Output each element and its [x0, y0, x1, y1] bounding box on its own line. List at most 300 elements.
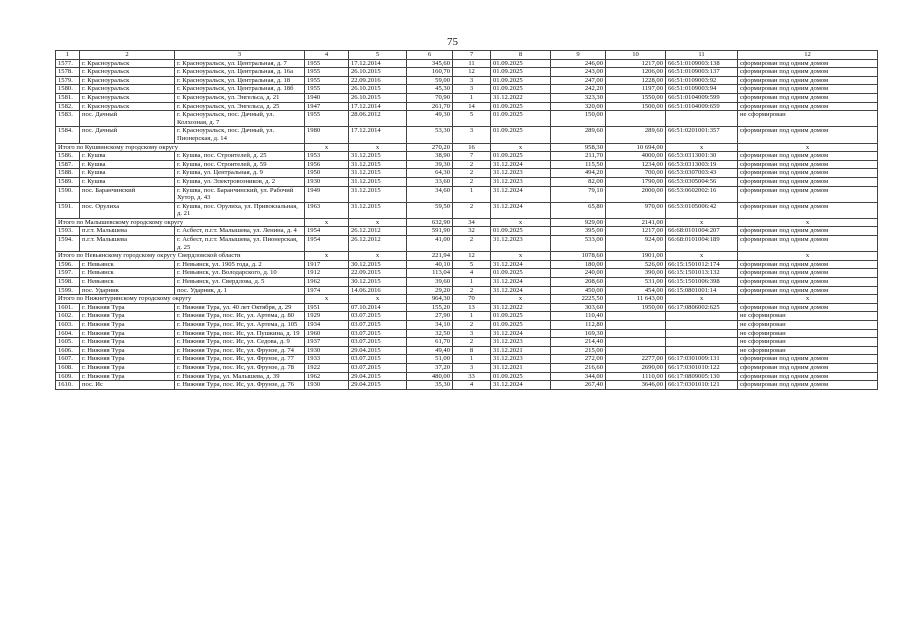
table-cell: пос. Ис [80, 381, 175, 390]
table-cell: 31.12.2024 [491, 329, 551, 338]
table-cell: 66:15:1501006:398 [666, 278, 738, 287]
table-cell: г. Невьянск, ул. Володарского, д. 10 [175, 269, 305, 278]
table-cell: 1929 [305, 312, 349, 321]
table-cell: сформирован под одним домом [738, 355, 878, 364]
table-body [56, 59, 878, 389]
subtotal-cell: x [491, 218, 551, 227]
table-cell: 1 [453, 93, 491, 102]
table-cell: 1228,00 [606, 76, 666, 85]
table-cell: 1951 [305, 303, 349, 312]
table-cell: 27,90 [407, 312, 453, 321]
table-cell: г. Кушва [80, 169, 175, 178]
table-row [56, 372, 878, 381]
table-cell: 1955 [305, 76, 349, 85]
table-cell: 1590. [56, 186, 80, 202]
header-cell: 10 [606, 51, 666, 60]
table-row [56, 269, 878, 278]
table-cell: 700,00 [606, 169, 666, 178]
table-cell: 26.12.2012 [349, 227, 407, 236]
table-row [56, 312, 878, 321]
table-cell: 1930 [305, 346, 349, 355]
table-cell: сформирован под одним домом [738, 85, 878, 94]
table-cell: 2 [453, 160, 491, 169]
subtotal-cell: 221,94 [407, 252, 453, 261]
table-cell: пос. Ударник [80, 286, 175, 295]
table-cell: г. Асбест, п.г.т. Малышева, ул. Пионерская, д. 25 [175, 236, 305, 252]
table-cell: г. Кушва, пос. Баранчинский, ул. Рабочий Хутор, д. 43 [175, 186, 305, 202]
subtotal-cell: x [738, 252, 878, 261]
table-cell: 1947 [305, 102, 349, 111]
table-cell: 1954 [305, 227, 349, 236]
table-cell: 1579. [56, 76, 80, 85]
table-cell: г. Красноуральск, ул. Центральная, д. 7 [175, 59, 305, 68]
table-cell: 30.12.2015 [349, 278, 407, 287]
table-cell: 66:51:0109003:94 [666, 85, 738, 94]
table-cell: г. Нижняя Тура [80, 338, 175, 347]
table-cell: 49,40 [407, 346, 453, 355]
table-row [56, 59, 878, 68]
table-cell: 480,00 [407, 372, 453, 381]
table-cell: г. Невьянск [80, 278, 175, 287]
header-cell: 1 [56, 51, 80, 60]
table-cell: г. Невьянск [80, 269, 175, 278]
table-cell: 66:51:0104009:659 [666, 102, 738, 111]
table-cell: пос. Дачный [80, 111, 175, 127]
table-cell: г. Нижняя Тура [80, 355, 175, 364]
table-cell: 31.12.2015 [349, 169, 407, 178]
table-cell: г. Красноуральск, пос. Дачный, ул. Пионерская, д. 14 [175, 127, 305, 143]
subtotal-cell: 16 [453, 143, 491, 152]
table-cell: сформирован под одним домом [738, 93, 878, 102]
table-cell: 1949 [305, 186, 349, 202]
table-cell: 03.07.2015 [349, 363, 407, 372]
table-cell: 17.12.2014 [349, 102, 407, 111]
table-cell: 450,00 [551, 286, 606, 295]
table-cell: 1 [453, 278, 491, 287]
table-cell [666, 111, 738, 127]
table-cell: 1578. [56, 68, 80, 77]
table-cell [666, 346, 738, 355]
table-cell: 1955 [305, 68, 349, 77]
table-cell: 31.12.2021 [491, 346, 551, 355]
subtotal-cell: x [349, 252, 407, 261]
table-cell: 533,00 [551, 236, 606, 252]
subtotal-label: Итого по Нижнетуринскому городскому округу [56, 295, 305, 304]
table-cell: г. Нижняя Тура [80, 363, 175, 372]
subtotal-cell: x [666, 143, 738, 152]
table-cell: 1609. [56, 372, 80, 381]
table-cell: 59,50 [407, 202, 453, 218]
table-cell: сформирован под одним домом [738, 186, 878, 202]
table-row [56, 329, 878, 338]
subtotal-cell: x [738, 295, 878, 304]
subtotal-cell: x [305, 218, 349, 227]
table-cell: 1963 [305, 202, 349, 218]
table-cell: не сформирован [738, 329, 878, 338]
table-cell: 494,20 [551, 169, 606, 178]
table-cell: г. Невьянск [80, 260, 175, 269]
table-cell: 1962 [305, 278, 349, 287]
table-cell: сформирован под одним домом [738, 68, 878, 77]
table-cell: г. Нижняя Тура, пос. Ис, ул. Фрунзе, д. 74 [175, 346, 305, 355]
header-cell: 2 [80, 51, 175, 60]
table-cell: сформирован под одним домом [738, 169, 878, 178]
housing-table [55, 50, 878, 390]
table-cell: 01.09.2025 [491, 102, 551, 111]
table-cell: 32,50 [407, 329, 453, 338]
table-cell: 531,00 [606, 278, 666, 287]
table-cell: г. Кушва, ул. Электровозников, д. 2 [175, 177, 305, 186]
table-row [56, 202, 878, 218]
table-cell: 454,00 [606, 286, 666, 295]
table-cell: 214,40 [551, 338, 606, 347]
table-row [56, 76, 878, 85]
table-cell: 1950,00 [606, 303, 666, 312]
table-cell: 26.12.2012 [349, 236, 407, 252]
table-cell: 2 [453, 236, 491, 252]
table-cell [606, 346, 666, 355]
table-cell: 289,60 [606, 127, 666, 143]
table-cell: 31.12.2022 [491, 93, 551, 102]
table-cell: 267,40 [551, 381, 606, 390]
table-cell: 1960 [305, 329, 349, 338]
subtotal-cell: 632,90 [407, 218, 453, 227]
table-cell: 31.12.2015 [349, 160, 407, 169]
table-cell: 110,40 [551, 312, 606, 321]
table-cell: 31.12.2022 [491, 303, 551, 312]
table-cell: 1912 [305, 269, 349, 278]
table-cell: не сформирован [738, 312, 878, 321]
table-cell: 29.04.2015 [349, 372, 407, 381]
table-cell: г. Нижняя Тура [80, 329, 175, 338]
table-cell: 345,60 [407, 59, 453, 68]
table-cell: 12 [453, 68, 491, 77]
table-cell [666, 321, 738, 330]
table-cell: г. Красноуральск, ул. Энгельса, д. 21 [175, 93, 305, 102]
table-cell: 1597. [56, 269, 80, 278]
table-cell: г. Кушва, пос. Орулиха, ул. Привокзальная, д. 21 [175, 202, 305, 218]
subtotal-cell: 2225,50 [551, 295, 606, 304]
table-cell: 1604. [56, 329, 80, 338]
table-cell: 39,60 [407, 278, 453, 287]
table-cell: г. Невьянск, ул. 1905 года, д. 2 [175, 260, 305, 269]
table-cell: 01.09.2025 [491, 269, 551, 278]
table-cell: сформирован под одним домом [738, 202, 878, 218]
table-cell: 1955 [305, 59, 349, 68]
subtotal-cell: x [491, 252, 551, 261]
table-cell: 82,00 [551, 177, 606, 186]
table-cell: г. Красноуральск [80, 102, 175, 111]
table-cell: 31.12.2024 [491, 381, 551, 390]
table-row [56, 85, 878, 94]
table-cell: г. Красноуральск [80, 76, 175, 85]
table-cell: 1586. [56, 152, 80, 161]
table-cell: 1934 [305, 321, 349, 330]
table-cell: 66:53:0305004:56 [666, 177, 738, 186]
subtotal-label: Итого по Кушвинскому городскому округу [56, 143, 305, 152]
table-cell: 344,00 [551, 372, 606, 381]
subtotal-label: Итого по Невьянскому городскому округу Свердловской области [56, 252, 305, 261]
table-cell: 4 [453, 381, 491, 390]
table-cell: 22.09.2016 [349, 76, 407, 85]
table-cell: 53,30 [407, 127, 453, 143]
table-cell: 31.12.2023 [491, 177, 551, 186]
table-cell: 390,00 [606, 269, 666, 278]
table-cell: 31.12.2015 [349, 186, 407, 202]
table-cell: 1922 [305, 363, 349, 372]
table-cell [666, 312, 738, 321]
subtotal-cell: 1078,60 [551, 252, 606, 261]
table-cell: 66:68:0101004:207 [666, 227, 738, 236]
table-cell: 66:53:0602002:16 [666, 186, 738, 202]
table-cell: 1 [453, 186, 491, 202]
table-cell: 1110,00 [606, 372, 666, 381]
table-cell: сформирован под одним домом [738, 76, 878, 85]
table-row [56, 381, 878, 390]
table-cell: 1610. [56, 381, 80, 390]
table-cell: 2 [453, 286, 491, 295]
table-cell: 1 [453, 355, 491, 364]
table-cell: 31.12.2015 [349, 202, 407, 218]
table-cell: 66:51:0109003:138 [666, 59, 738, 68]
header-cell: 7 [453, 51, 491, 60]
table-cell: 34,60 [407, 186, 453, 202]
table-cell: 31.12.2015 [349, 177, 407, 186]
table-cell: сформирован под одним домом [738, 269, 878, 278]
subtotal-row [56, 218, 878, 227]
table-cell: 26.10.2015 [349, 93, 407, 102]
table-cell: не сформирован [738, 111, 878, 127]
table-cell: 33 [453, 372, 491, 381]
table-cell: 01.09.2025 [491, 321, 551, 330]
table-cell: сформирован под одним домом [738, 177, 878, 186]
header-cell: 6 [407, 51, 453, 60]
table-cell: 31.12.2024 [491, 278, 551, 287]
table-cell: 26.10.2015 [349, 85, 407, 94]
table-cell: 51,00 [407, 355, 453, 364]
table-cell: г. Кушва, пос. Строителей, д. 59 [175, 160, 305, 169]
table-cell: сформирован под одним домом [738, 127, 878, 143]
table-cell: 64,30 [407, 169, 453, 178]
table-cell: г. Кушва [80, 160, 175, 169]
table-cell: 272,00 [551, 355, 606, 364]
table-cell: 1589. [56, 177, 80, 186]
table-cell: 1608. [56, 363, 80, 372]
table-cell: 01.09.2025 [491, 68, 551, 77]
table-cell: 2 [453, 338, 491, 347]
table-cell: 160,70 [407, 68, 453, 77]
table-cell: 1577. [56, 59, 80, 68]
table-cell: 31.12.2024 [491, 160, 551, 169]
table-cell: 66:53:0105006:42 [666, 202, 738, 218]
table-cell: 2 [453, 169, 491, 178]
table-cell: 216,60 [551, 363, 606, 372]
table-row [56, 286, 878, 295]
table-cell: 7 [453, 152, 491, 161]
subtotal-cell: 70 [453, 295, 491, 304]
table-row [56, 93, 878, 102]
header-cell: 8 [491, 51, 551, 60]
header-cell: 5 [349, 51, 407, 60]
table-row [56, 260, 878, 269]
table-cell: 79,10 [551, 186, 606, 202]
header-cell: 9 [551, 51, 606, 60]
table-cell: 1593. [56, 227, 80, 236]
table-cell: 01.09.2025 [491, 85, 551, 94]
subtotal-cell: x [349, 218, 407, 227]
table-cell: г. Красноуральск, пос. Дачный, ул. Колхозная, д. 7 [175, 111, 305, 127]
table-cell: 1980 [305, 127, 349, 143]
table-cell: г. Кушва [80, 152, 175, 161]
table-cell: 31.12.2015 [349, 152, 407, 161]
table-cell: 240,00 [551, 269, 606, 278]
table-cell [606, 338, 666, 347]
table-cell: 03.07.2015 [349, 329, 407, 338]
table-cell [606, 321, 666, 330]
table-cell: г. Нижняя Тура, ул. Малышева, д. 39 [175, 372, 305, 381]
table-cell: 03.07.2015 [349, 321, 407, 330]
table-row [56, 152, 878, 161]
table-cell: 59,00 [407, 76, 453, 85]
table-cell: г. Нижняя Тура, пос. Ис, ул. Фрунзе, д. 76 [175, 381, 305, 390]
table-cell: 01.09.2025 [491, 127, 551, 143]
subtotal-cell: 1901,00 [606, 252, 666, 261]
table-cell: 29,20 [407, 286, 453, 295]
table-cell: п.г.т. Малышева [80, 236, 175, 252]
table-cell: 01.09.2025 [491, 59, 551, 68]
table-cell: сформирован под одним домом [738, 303, 878, 312]
table-cell: 41,00 [407, 236, 453, 252]
table-cell: 1550,00 [606, 93, 666, 102]
table-cell: г. Нижняя Тура, пос. Ис, ул. Фрунзе, д. 78 [175, 363, 305, 372]
table-cell: 39,30 [407, 160, 453, 169]
table-cell: 2000,00 [606, 186, 666, 202]
table-row [56, 160, 878, 169]
table-cell: 395,00 [551, 227, 606, 236]
table-cell: г. Нижняя Тура [80, 346, 175, 355]
table-cell: 1940 [305, 93, 349, 102]
table-cell: 33,60 [407, 177, 453, 186]
table-cell [606, 312, 666, 321]
table-cell: 61,70 [407, 338, 453, 347]
table-row [56, 102, 878, 111]
table-cell: 1599. [56, 286, 80, 295]
table-row [56, 177, 878, 186]
table-cell: 1790,00 [606, 177, 666, 186]
table-header-row [56, 51, 878, 60]
table-cell: г. Красноуральск, ул. Энгельса, д. 25 [175, 102, 305, 111]
table-cell: 261,70 [407, 102, 453, 111]
table-cell: 66:17:0301009:131 [666, 355, 738, 364]
table-cell: сформирован под одним домом [738, 227, 878, 236]
table-cell: г. Нижняя Тура, ул. 40 лет Октября, д. 29 [175, 303, 305, 312]
table-cell: 591,90 [407, 227, 453, 236]
table-cell: 66:15:1501013:132 [666, 269, 738, 278]
table-cell: 30.12.2015 [349, 260, 407, 269]
table-cell: 1500,00 [606, 102, 666, 111]
table-cell: 1607. [56, 355, 80, 364]
table-cell: 1598. [56, 278, 80, 287]
table-cell: 22.09.2015 [349, 269, 407, 278]
subtotal-cell: x [738, 218, 878, 227]
subtotal-cell: 964,30 [407, 295, 453, 304]
table-cell: 169,30 [551, 329, 606, 338]
table-cell: г. Нижняя Тура [80, 372, 175, 381]
table-cell: 31.12.2023 [491, 355, 551, 364]
table-cell: 208,60 [551, 278, 606, 287]
table-cell: 1217,00 [606, 227, 666, 236]
table-cell: 66:53:0313001:30 [666, 152, 738, 161]
table-cell: 180,00 [551, 260, 606, 269]
table-cell: 1955 [305, 85, 349, 94]
table-cell: 1974 [305, 286, 349, 295]
table-cell: 01.09.2025 [491, 111, 551, 127]
subtotal-row [56, 143, 878, 152]
table-cell: 66:17:0301010:121 [666, 381, 738, 390]
table-cell: 49,30 [407, 111, 453, 127]
table-row [56, 236, 878, 252]
table-cell: 3 [453, 329, 491, 338]
table-cell: 243,00 [551, 68, 606, 77]
table-cell: 1953 [305, 152, 349, 161]
table-cell: г. Кушва [80, 177, 175, 186]
table-row [56, 68, 878, 77]
table-row [56, 321, 878, 330]
table-cell: 66:53:0313003:19 [666, 160, 738, 169]
table-cell: 70,90 [407, 93, 453, 102]
table-cell: 31.12.2024 [491, 202, 551, 218]
table-cell: 66:68:0101004:189 [666, 236, 738, 252]
table-cell: 66:53:0307003:43 [666, 169, 738, 178]
table-cell: г. Нижняя Тура, пос. Ис, ул. Фрунзе, д. 77 [175, 355, 305, 364]
table-cell: не сформирован [738, 346, 878, 355]
table-cell: 66:17:0806002:625 [666, 303, 738, 312]
table-cell: 1937 [305, 338, 349, 347]
table-cell: 1594. [56, 236, 80, 252]
table-cell: 31.12.2023 [491, 236, 551, 252]
table-cell: сформирован под одним домом [738, 160, 878, 169]
subtotal-cell: 12 [453, 252, 491, 261]
table-cell: сформирован под одним домом [738, 278, 878, 287]
table-cell: 4 [453, 269, 491, 278]
table-cell: г. Нижняя Тура, пос. Ис, ул. Артема, д. 105 [175, 321, 305, 330]
table-cell: г. Асбест, п.г.т. Малышева, ул. Ленина, д. 4 [175, 227, 305, 236]
table-cell: пос. Орулиха [80, 202, 175, 218]
table-cell: 2 [453, 202, 491, 218]
table-cell: 66:51:0109003:92 [666, 76, 738, 85]
header-cell: 12 [738, 51, 878, 60]
table-cell: 242,20 [551, 85, 606, 94]
table-cell: 323,30 [551, 93, 606, 102]
table-cell: сформирован под одним домом [738, 152, 878, 161]
table-cell [666, 338, 738, 347]
table-row [56, 127, 878, 143]
table-cell: 31.12.2023 [491, 338, 551, 347]
table-cell: 14.06.2016 [349, 286, 407, 295]
table-cell: 1917 [305, 260, 349, 269]
table-cell: 03.07.2015 [349, 338, 407, 347]
table-cell: 8 [453, 346, 491, 355]
subtotal-cell: 958,30 [551, 143, 606, 152]
table-cell: 3 [453, 363, 491, 372]
table-cell: 113,04 [407, 269, 453, 278]
table-cell: 1954 [305, 236, 349, 252]
table-cell: 14 [453, 102, 491, 111]
table-cell: 1583. [56, 111, 80, 127]
table-cell: 66:51:0104009:599 [666, 93, 738, 102]
table-cell: г. Нижняя Тура [80, 312, 175, 321]
table-cell: 247,00 [551, 76, 606, 85]
